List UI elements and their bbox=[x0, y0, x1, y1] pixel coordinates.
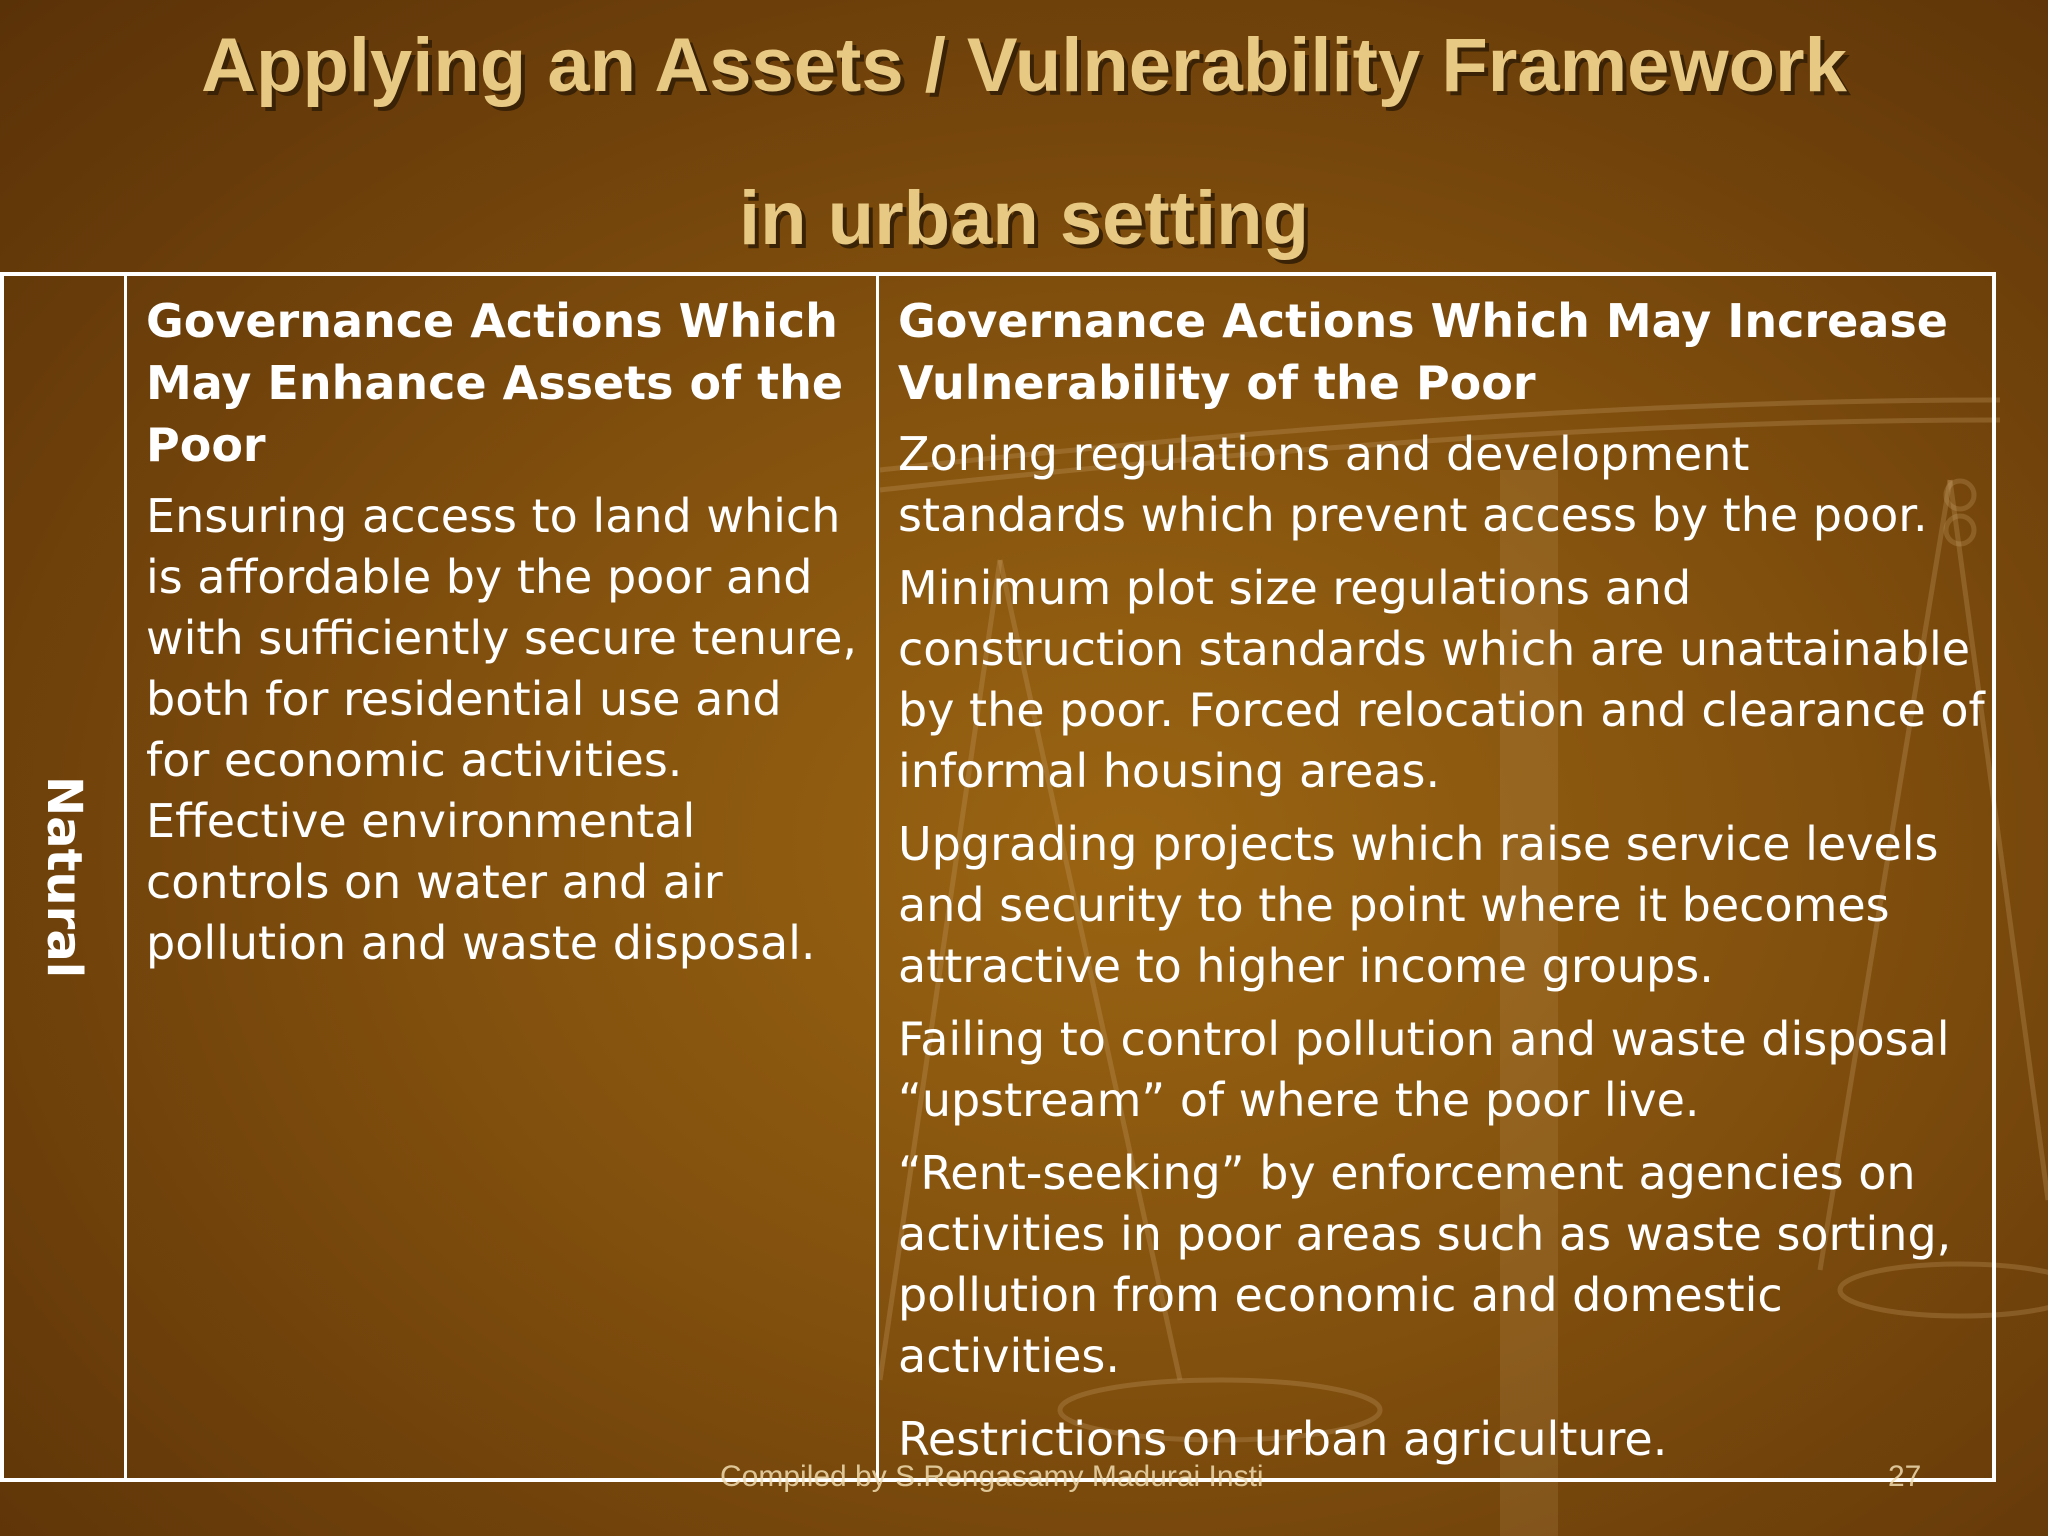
enhance-assets-text: Ensuring access to land which is affordable by the poor and with sufficiently secure tenure, both for residential use and for economic activities. Effective environmental controls on water and air pollution and waste disposal. bbox=[146, 489, 858, 970]
vulnerability-item: Restrictions on urban agriculture. bbox=[898, 1412, 1668, 1466]
vulnerability-item: “Rent-seeking” by enforcement agencies on activities in poor areas such as waste sorting, pollution from economic and domestic activities. bbox=[898, 1146, 1952, 1383]
vulnerability-item: Upgrading projects which raise service levels and security to the point where it becomes attractive to higher income groups. bbox=[898, 817, 1939, 993]
increase-vulnerability-column bbox=[898, 290, 1988, 1482]
enhance-assets-column bbox=[146, 290, 858, 986]
slide-title-line-1: Applying an Assets / Vulnerability Framework bbox=[201, 23, 1847, 108]
footer-source: Compiled by S.Rengasamy Madurai Insti bbox=[720, 1460, 1264, 1493]
vulnerability-item: Zoning regulations and development standards which prevent access by the poor. bbox=[898, 427, 1928, 542]
column-divider bbox=[876, 276, 879, 1478]
vulnerability-item: Minimum plot size regulations and construction standards which are unattainable by the poor. Forced relocation and clearance of informal housing areas. bbox=[898, 561, 1985, 798]
vulnerability-item: Failing to control pollution and waste disposal “upstream” of where the poor live. bbox=[898, 1012, 1950, 1127]
row-label: Natural bbox=[36, 775, 92, 979]
increase-vulnerability-heading: Governance Actions Which May Increase Vulnerability of the Poor bbox=[898, 294, 1948, 410]
enhance-assets-heading: Governance Actions Which May Enhance Assets of the Poor bbox=[146, 294, 844, 472]
row-label-cell bbox=[4, 276, 124, 1478]
slide-title-line-2: in urban setting bbox=[739, 176, 1309, 261]
page-number: 27 bbox=[1888, 1460, 1922, 1493]
column-divider bbox=[124, 276, 127, 1478]
framework-table bbox=[0, 272, 1996, 1482]
